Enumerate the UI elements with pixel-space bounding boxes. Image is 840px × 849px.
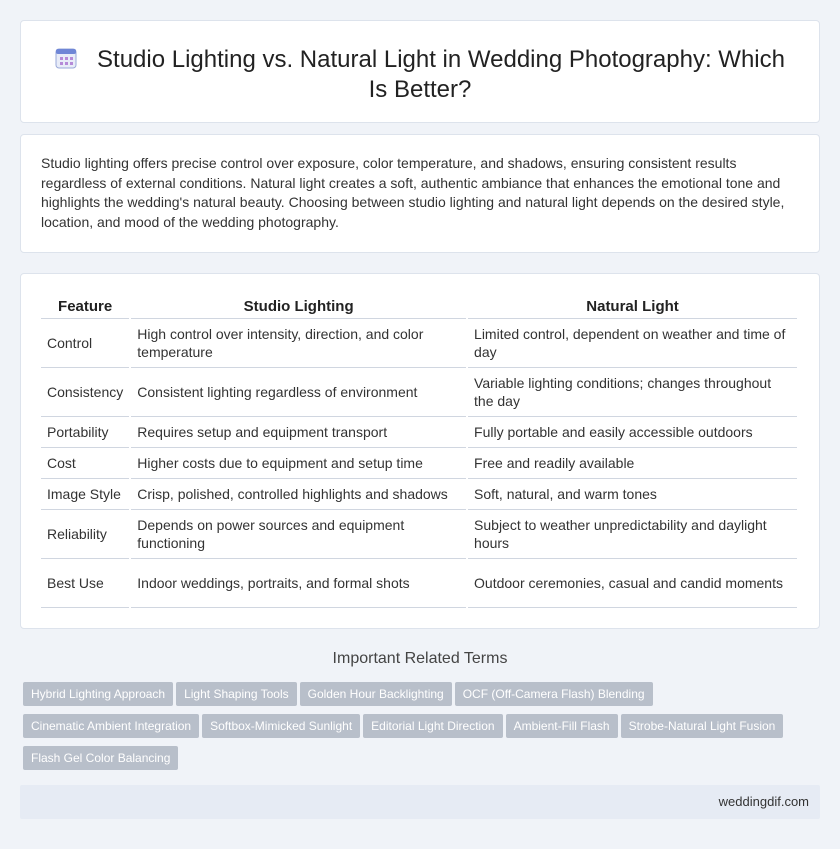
row-studio: Higher costs due to equipment and setup time <box>130 447 467 478</box>
tag[interactable]: Flash Gel Color Balancing <box>23 746 178 770</box>
row-feature: Reliability <box>41 509 130 558</box>
tag[interactable]: Strobe-Natural Light Fusion <box>621 714 784 738</box>
tag[interactable]: OCF (Off-Camera Flash) Blending <box>455 682 653 706</box>
footer <box>20 785 820 819</box>
row-studio: High control over intensity, direction, and color temperature <box>130 318 467 367</box>
row-studio: Consistent lighting regardless of environment <box>130 367 467 416</box>
table-row <box>41 478 798 509</box>
title-card <box>20 20 820 123</box>
tag[interactable]: Softbox-Mimicked Sunlight <box>202 714 360 738</box>
tag[interactable]: Editorial Light Direction <box>363 714 502 738</box>
comparison-card <box>20 273 820 629</box>
row-natural: Soft, natural, and warm tones <box>467 478 798 509</box>
intro-card <box>20 134 820 253</box>
row-studio: Indoor weddings, portraits, and formal shots <box>130 558 467 607</box>
row-natural: Free and readily available <box>467 447 798 478</box>
tag[interactable]: Golden Hour Backlighting <box>300 682 452 706</box>
row-studio: Depends on power sources and equipment functioning <box>130 509 467 558</box>
row-feature: Cost <box>41 447 130 478</box>
row-feature: Best Use <box>41 558 130 607</box>
calendar-icon <box>55 47 77 69</box>
header-studio-lighting: Studio Lighting <box>130 296 467 318</box>
table-row <box>41 447 798 478</box>
table-row <box>41 416 798 447</box>
row-natural: Outdoor ceremonies, casual and candid moments <box>467 558 798 607</box>
tag[interactable]: Light Shaping Tools <box>176 682 297 706</box>
table-row <box>41 558 798 607</box>
related-terms-tags <box>23 682 813 778</box>
comparison-table <box>41 296 799 608</box>
row-feature: Control <box>41 318 130 367</box>
related-terms-title: Important Related Terms <box>332 650 508 667</box>
intro-paragraph: Studio lighting offers precise control over exposure, color temperature, and shadows, ensuring consistent results regardless of external conditions. Natural light creates a soft, authentic ambiance that enhances the emotional tone and highlights the wedding's natural beauty. Choosing between studio lighting and natural light depends on the desired style, location, and mood of the wedding photography. <box>41 155 785 230</box>
row-natural: Variable lighting conditions; changes throughout the day <box>467 367 798 416</box>
table-row <box>41 367 798 416</box>
table-row <box>41 509 798 558</box>
header-feature: Feature <box>41 296 130 318</box>
row-studio: Crisp, polished, controlled highlights and shadows <box>130 478 467 509</box>
table-row <box>41 318 798 367</box>
footer-site-link[interactable]: weddingdif.com <box>718 794 809 809</box>
tag[interactable]: Cinematic Ambient Integration <box>23 714 199 738</box>
tag[interactable]: Hybrid Lighting Approach <box>23 682 173 706</box>
row-natural: Subject to weather unpredictability and daylight hours <box>467 509 798 558</box>
row-natural: Limited control, dependent on weather and time of day <box>467 318 798 367</box>
row-feature: Consistency <box>41 367 130 416</box>
row-natural: Fully portable and easily accessible outdoors <box>467 416 798 447</box>
page-title: Studio Lighting vs. Natural Light in Wedding Photography: Which Is Better? <box>97 46 785 103</box>
row-feature: Image Style <box>41 478 130 509</box>
tag[interactable]: Ambient-Fill Flash <box>506 714 618 738</box>
row-feature: Portability <box>41 416 130 447</box>
header-natural-light: Natural Light <box>467 296 798 318</box>
table-header-row <box>41 296 798 318</box>
row-studio: Requires setup and equipment transport <box>130 416 467 447</box>
title-wrap <box>21 45 819 105</box>
